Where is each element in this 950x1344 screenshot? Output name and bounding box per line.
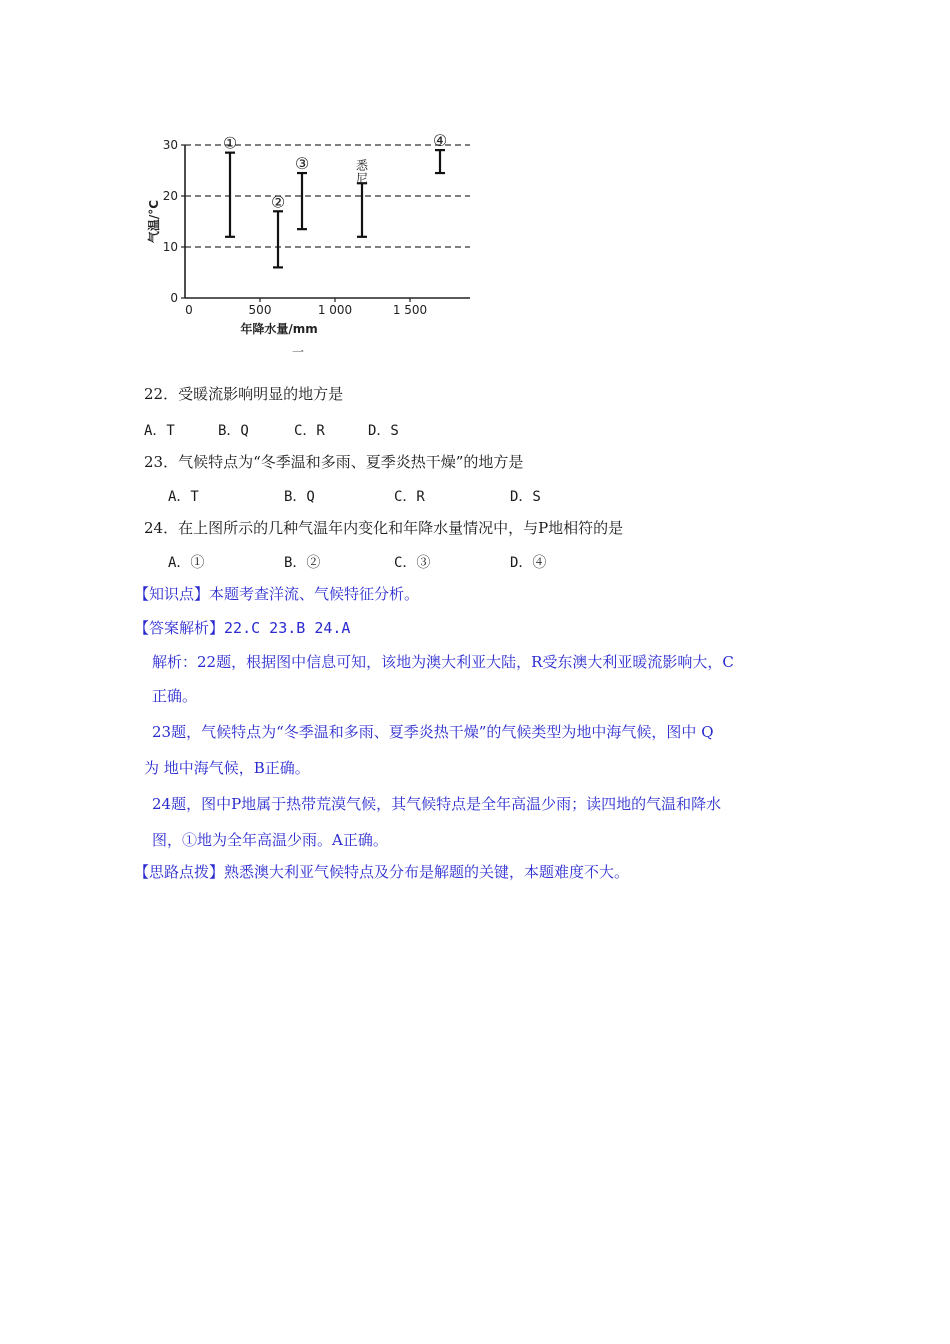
question-23-option-b: B．Q xyxy=(284,489,315,505)
series-label-2: ② xyxy=(270,192,286,212)
question-24-option-d: D．④ xyxy=(510,555,547,571)
x-tick-label-1000: 1 000 xyxy=(317,303,353,317)
knowledge-text: 本题考查洋流、气候特征分析。 xyxy=(209,585,420,603)
question-22-option-d: D．S xyxy=(368,423,399,439)
question-22-stem: 22．受暖流影响明显的地方是 xyxy=(144,385,344,403)
y-tick-label-0: 0 xyxy=(170,291,178,305)
explanation-22-line-1: 解析：22题，根据图中信息可知，该地为澳大利亚大陆，R受东澳大利亚暖流影响大，C xyxy=(152,653,734,671)
y-tick-label-30: 30 xyxy=(162,138,178,152)
question-24-stem: 24．在上图所示的几种气温年内变化和年降水量情况中，与P地相符的是 xyxy=(144,519,624,537)
tip-tag: 【思路点拨】 xyxy=(134,863,225,881)
climate-chart xyxy=(140,120,480,360)
explanation-24-line-2: 图，①地为全年高温少雨。A正确。 xyxy=(152,831,388,849)
x-tick-label-500: 500 xyxy=(248,303,272,317)
answer-line xyxy=(134,618,350,638)
x-tick-label-1500: 1 500 xyxy=(392,303,428,317)
knowledge-tag: 【知识点】 xyxy=(134,585,210,603)
thinking-tip xyxy=(134,862,629,882)
explanation-24-line-1: 24题，图中P地属于热带荒漠气候，其气候特点是全年高温少雨；读四地的气温和降水 xyxy=(152,795,722,813)
question-22-option-b: B．Q xyxy=(218,423,249,439)
y-tick-label-20: 20 xyxy=(162,189,178,203)
question-24-option-a: A．① xyxy=(168,555,205,571)
question-24-option-c: C．③ xyxy=(394,555,431,571)
question-23-option-a: A．T xyxy=(168,489,199,505)
explanation-22-line-2: 正确。 xyxy=(152,687,198,705)
question-24-option-b: B．② xyxy=(284,555,321,571)
explanation-23-line-1: 23题，气候特点为“冬季温和多雨、夏季炎热干燥”的气候类型为地中海气候，图中 Q xyxy=(152,723,714,741)
chart-svg xyxy=(140,120,480,360)
answer-tag: 【答案解析】 xyxy=(134,619,225,637)
y-tick-label-10: 10 xyxy=(162,240,178,254)
question-23-option-d: D．S xyxy=(510,489,541,505)
knowledge-point xyxy=(134,584,419,604)
explanation-23-line-2: 为 地中海气候，B正确。 xyxy=(144,759,310,777)
tip-text: 熟悉澳大利亚气候特点及分布是解题的关键，本题难度不大。 xyxy=(224,863,630,881)
y-axis-label: 气温/°C xyxy=(147,199,161,244)
series-label-1: ① xyxy=(222,133,238,153)
question-22-option-a: A．T xyxy=(144,423,175,439)
question-23-stem: 23．气候特点为“冬季温和多雨、夏季炎热干燥”的地方是 xyxy=(144,453,524,471)
chart-footer-mark: 一 xyxy=(291,345,305,359)
question-22-option-c: C．R xyxy=(294,423,325,439)
series-label-5: ④ xyxy=(432,131,448,151)
answer-text: 22.C 23.B 24.A xyxy=(224,619,351,637)
series-label-4-b: 尼 xyxy=(355,171,369,186)
x-axis-label: 年降水量/mm xyxy=(240,322,318,336)
question-23-option-c: C．R xyxy=(394,489,425,505)
series-label-4-a: 悉 xyxy=(355,158,369,173)
x-tick-label-0: 0 xyxy=(185,303,193,317)
series-label-3: ③ xyxy=(294,154,310,174)
